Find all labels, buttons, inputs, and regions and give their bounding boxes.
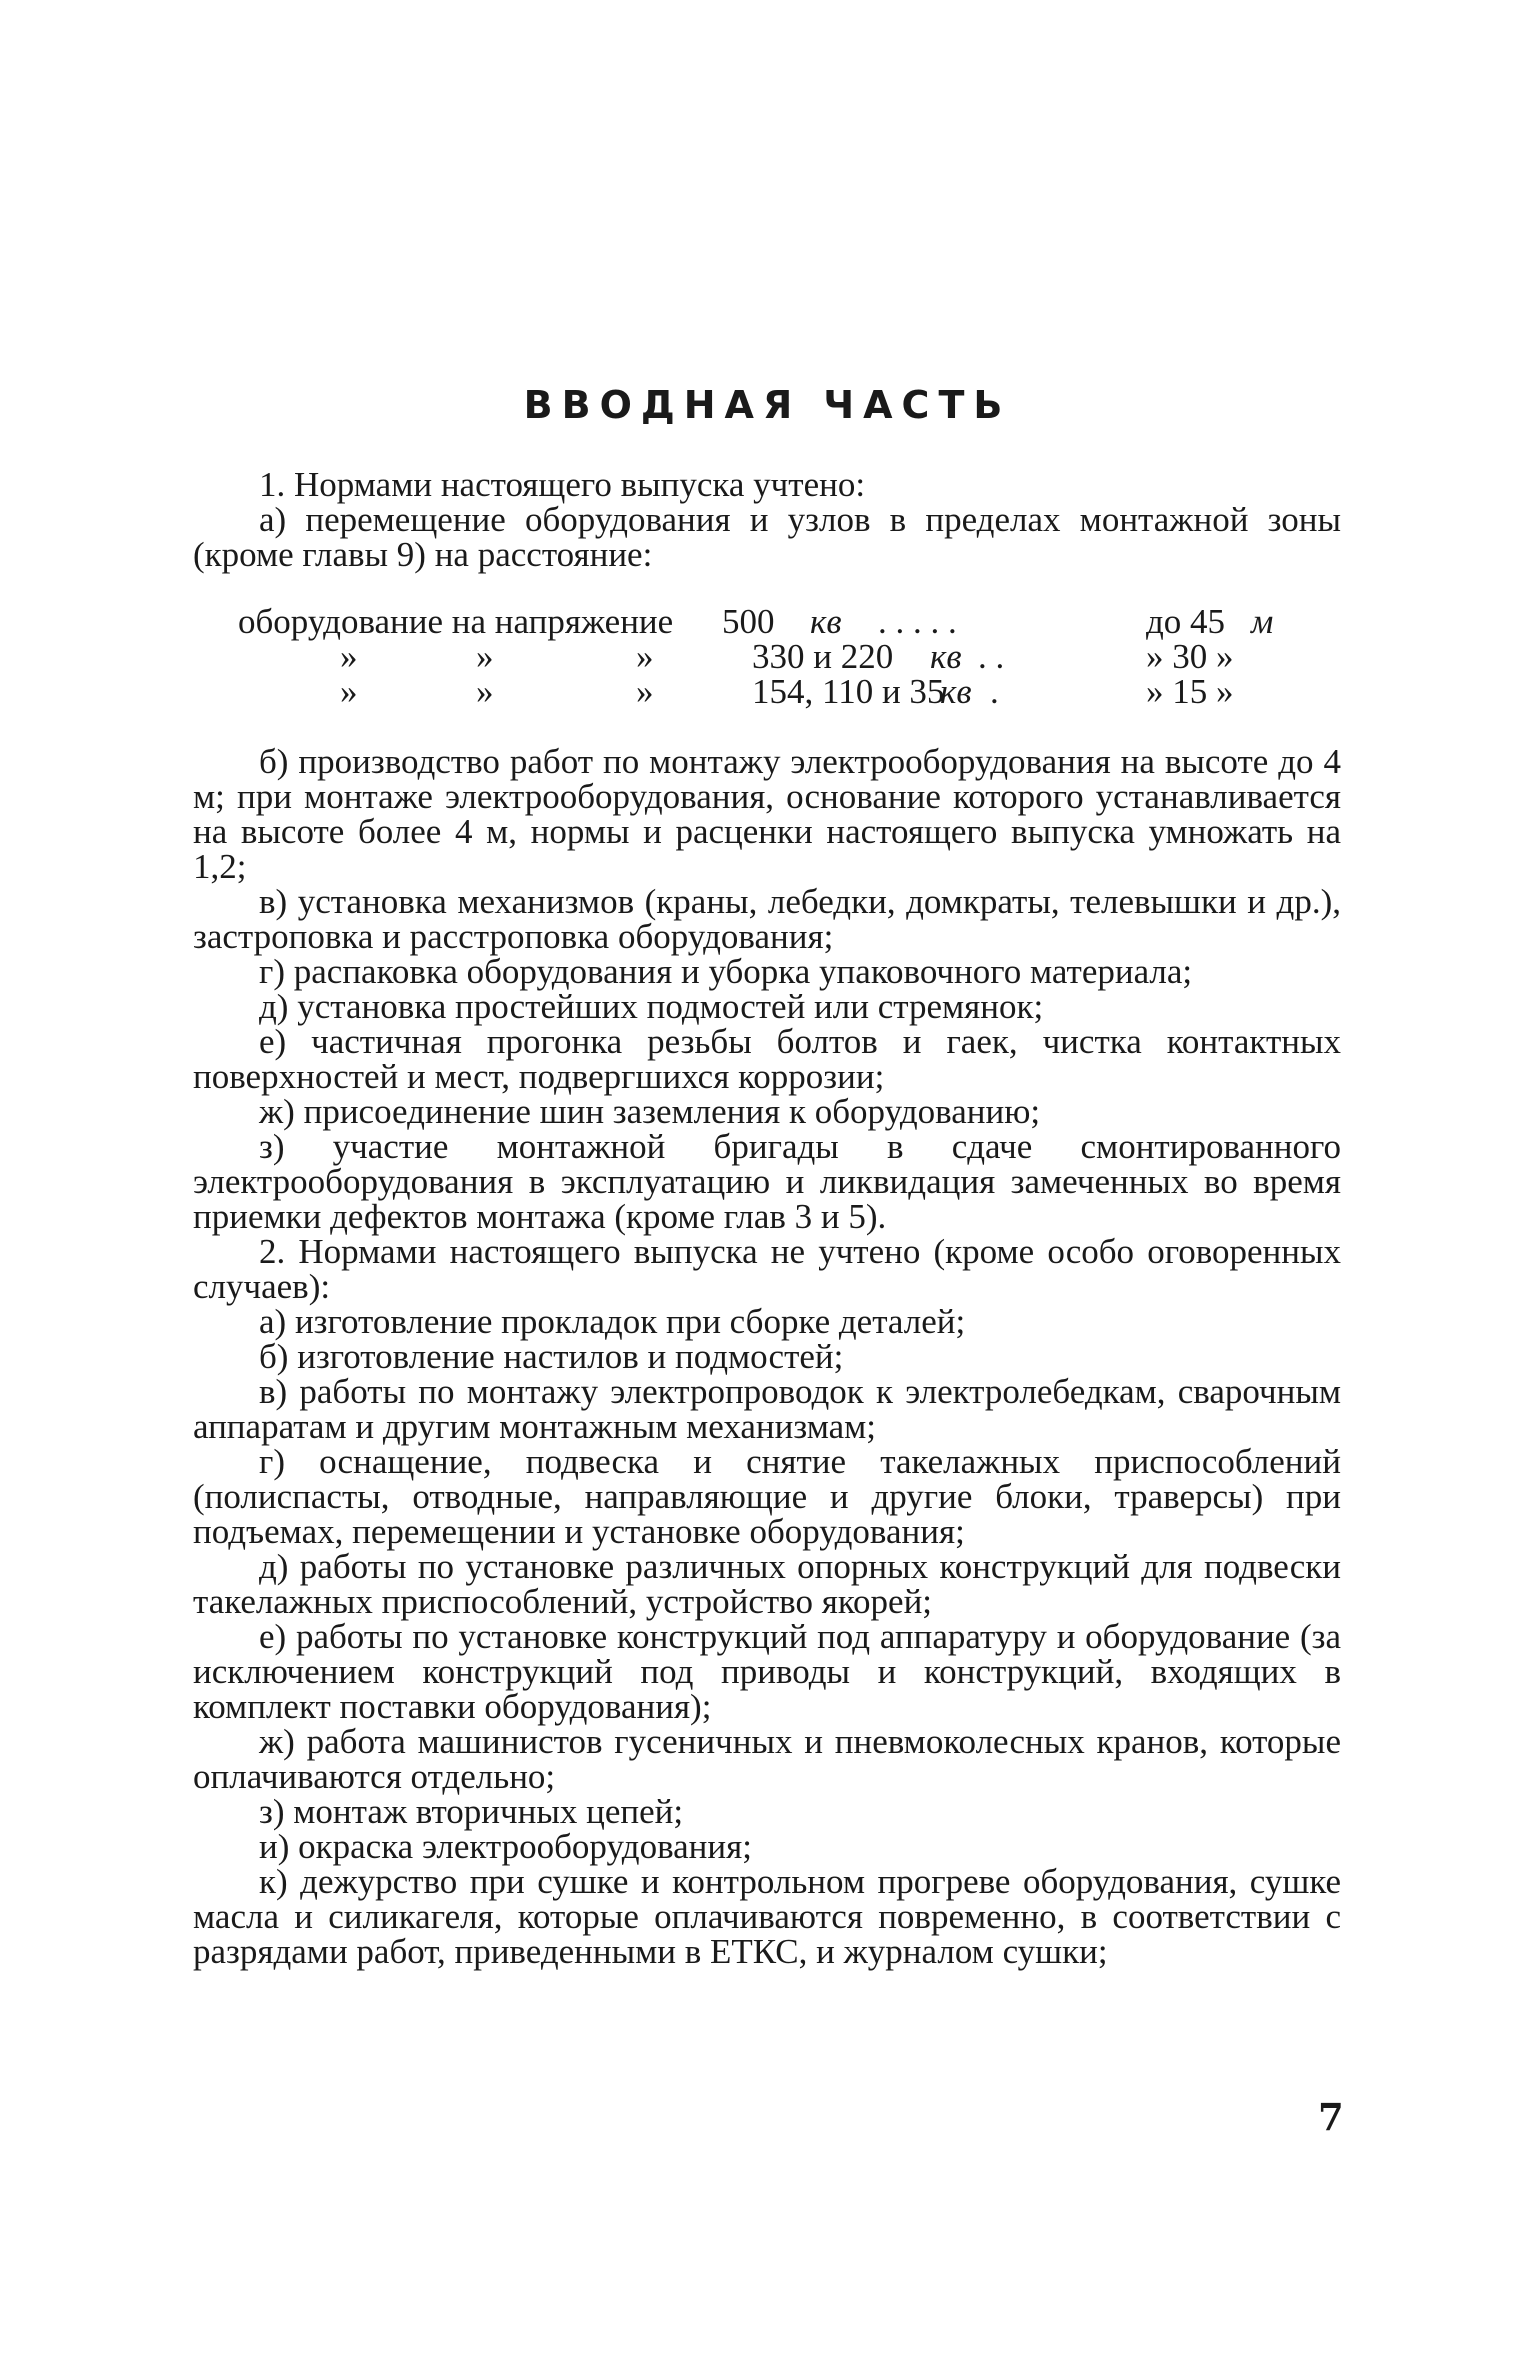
voltage-value: 154, 110 и 35 [752,672,945,711]
list-item: б) изготовление настилов и подмостей; [259,1337,844,1376]
voltage-value: 330 и 220 [752,637,894,676]
list-item: д) установка простейших подмостей или стремянок; [259,987,1044,1026]
list-item: к) дежурство при сушке и контрольном прогреве оборудования, сушке масла и силикагеля, которые оплачиваются повременно, в соответствии с разрядами работ, приведенными в ЕТКС, и журналом сушки; [193,1862,1341,1971]
list-item: и) окраска электрооборудования; [259,1827,752,1866]
list-item: г) распаковка оборудования и уборка упаковочного материала; [259,952,1193,991]
ditto-mark: » [636,637,654,676]
ditto-mark: » [476,637,494,676]
intro-paragraph: 1. Нормами настоящего выпуска учтено: [259,465,866,504]
list-item: а) изготовление прокладок при сборке деталей; [259,1302,966,1341]
intro-paragraph: а) перемещение оборудования и узлов в пределах монтажной зоны (кроме главы 9) на расстояние: [193,500,1341,574]
ditto-mark: » [476,672,494,711]
page-number: 7 [1318,2095,1344,2139]
body-text [193,744,1341,1969]
distance-table [238,604,1318,709]
leader-dots: . . . . . [878,602,957,641]
list-item: в) установка механизмов (краны, лебедки, домкраты, телевышки и др.), застроповка и расстроповка оборудования; [193,882,1341,956]
distance-unit: м [1251,602,1274,641]
row-label: оборудование на напряжение [238,602,674,641]
list-item: в) работы по монтажу электропроводок к электролебедкам, сварочным аппаратам и другим монтажным механизмам; [193,1372,1341,1446]
voltage-value: 500 [722,602,775,641]
list-item: б) производство работ по монтажу электрооборудования на высоте до 4 м; при монтаже электрооборудования, основание которого устанавливается на высоте более 4 м, нормы и расценки настоящего выпуска умножать на 1,2; [193,742,1341,886]
table-row [238,604,1318,639]
list-item: з) участие монтажной бригады в сдаче смонтированного электрооборудования в эксплуатацию и ликвидация замеченных во время приемки дефектов монтажа (кроме глав 3 и 5). [193,1127,1341,1236]
voltage-unit: кв [940,672,972,711]
list-item: д) работы по установке различных опорных конструкций для подвески такелажных приспособлений, устройство якорей; [193,1547,1341,1621]
table-row [238,674,1318,709]
ditto-mark: » [340,672,358,711]
leader-dots: . [990,672,999,711]
list-item: ж) присоединение шин заземления к оборудованию; [259,1092,1041,1131]
list-item: е) частичная прогонка резьбы болтов и гаек, чистка контактных поверхностей и мест, подвергшихся коррозии; [193,1022,1341,1096]
distance-value: до 45 [1146,602,1226,641]
ditto-mark: » [340,637,358,676]
distance-value: » 15 » [1146,672,1234,711]
leader-dots: . . [978,637,1005,676]
list-item: 2. Нормами настоящего выпуска не учтено (кроме особо оговоренных случаев): [193,1232,1341,1306]
voltage-unit: кв [930,637,962,676]
voltage-unit: кв [810,602,842,641]
distance-value: » 30 » [1146,637,1234,676]
list-item: г) оснащение, подвеска и снятие такелажных приспособлений (полиспасты, отводные, направляющие и другие блоки, траверсы) при подъемах, перемещении и установке оборудования; [193,1442,1341,1551]
section-title: ВВОДНАЯ ЧАСТЬ [523,383,1012,427]
list-item: з) монтаж вторичных цепей; [259,1792,684,1831]
table-row [238,639,1318,674]
list-item: е) работы по установке конструкций под аппаратуру и оборудование (за исключением конструкций под приводы и конструкций, входящих в комплект поставки оборудования); [193,1617,1341,1726]
intro-block [193,467,1341,572]
ditto-mark: » [636,672,654,711]
list-item: ж) работа машинистов гусеничных и пневмоколесных кранов, которые оплачиваются отдельно; [193,1722,1341,1796]
